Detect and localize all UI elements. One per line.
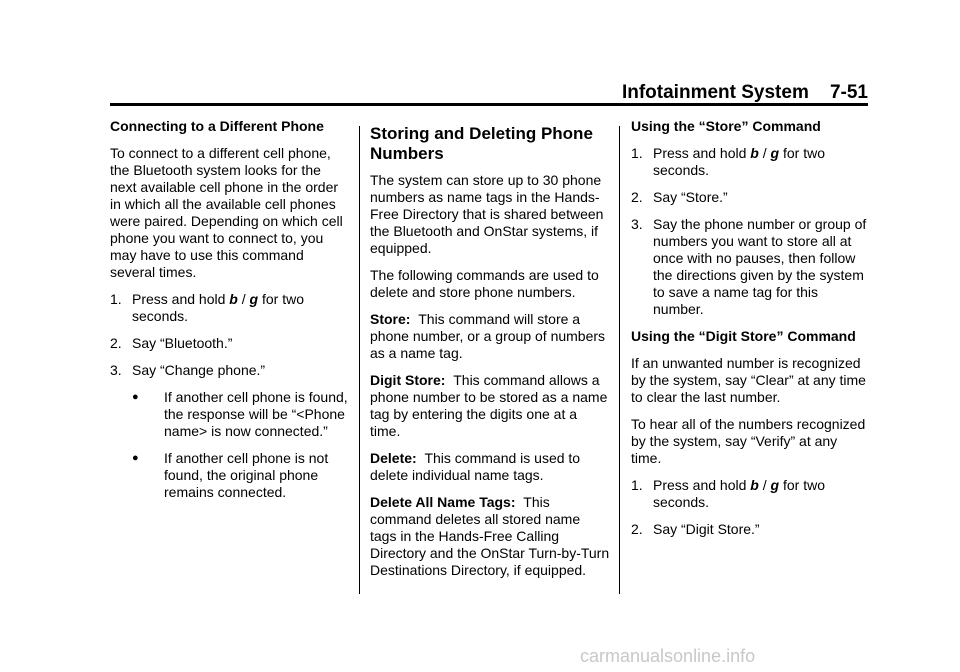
command-description: This command allows a phone number to be stored as a name tag by entering the digits one at a time. [370, 372, 608, 439]
bullet-item [110, 389, 350, 440]
command-term: Delete: [370, 450, 417, 466]
step-number: 2. [631, 189, 643, 205]
step-text: Say the phone number or group of numbers you want to store all at once with no pauses, then follow the directions given by the system to save a name tag for this number. [653, 216, 867, 317]
step-text-part: Press and hold [653, 477, 751, 493]
step-text: Say “Store.” [653, 189, 728, 205]
step-number: 2. [110, 335, 122, 351]
page-title [622, 82, 868, 104]
command-description: This command is used to delete individual name tags. [370, 450, 581, 483]
section-heading: Storing and Deleting Phone Numbers [370, 124, 593, 163]
header-rule [110, 103, 868, 106]
step-item [110, 362, 350, 379]
step-text: Say “Change phone.” [132, 362, 266, 378]
step-text-part: Press and hold [132, 291, 230, 307]
bullet-icon: ● [132, 391, 139, 403]
command-term: Delete All Name Tags: [370, 494, 516, 510]
section-title: Infotainment System [621, 82, 809, 103]
step-item [631, 477, 871, 511]
step-item [631, 521, 871, 538]
section-heading: Using the “Digit Store” Command [631, 328, 856, 344]
step-number: 3. [110, 362, 122, 378]
step-number: 1. [110, 291, 122, 307]
column-3 [631, 118, 871, 548]
step-text [653, 477, 871, 511]
command-term: Store: [370, 311, 411, 327]
watermark: carmanualsonline.info [580, 646, 756, 666]
step-text: Say “Bluetooth.” [132, 335, 233, 351]
bullet-icon: ● [132, 452, 139, 464]
step-item [110, 335, 350, 352]
phone-icon: g [249, 291, 259, 307]
bullet-item [110, 450, 350, 501]
step-text-part: for two seconds. [653, 477, 825, 510]
push-to-talk-icon: b [229, 291, 238, 307]
paragraph: The following commands are used to delete and store phone numbers. [370, 267, 599, 300]
step-text-part: Press and hold [653, 145, 751, 161]
step-text [132, 291, 350, 325]
step-separator: / [758, 477, 771, 493]
push-to-talk-icon: b [750, 145, 759, 161]
step-number: 3. [631, 216, 643, 232]
page-number: 7-51 [829, 82, 868, 103]
command-description: This command deletes all stored name tags in the Hands-Free Calling Directory and the OnStar Turn-by-Turn Destinations Directory, if equipped. [370, 494, 610, 578]
paragraph: The system can store up to 30 phone numbers as name tags in the Hands-Free Directory that is shared between the Bluetooth and OnStar systems, if equipped. [370, 172, 604, 256]
step-separator: / [758, 145, 771, 161]
step-item [631, 216, 871, 318]
step-number: 2. [631, 521, 643, 537]
command-definition [370, 450, 610, 484]
step-text [653, 145, 871, 179]
bullet-text: If another cell phone is found, the response will be “<Phone name> is now connected.” [164, 389, 348, 439]
step-item [631, 189, 871, 206]
section-heading: Using the “Store” Command [631, 118, 821, 134]
bullet-text: If another cell phone is not found, the original phone remains connected. [164, 450, 329, 500]
step-text-part: for two seconds. [653, 145, 825, 178]
column-2 [370, 118, 610, 589]
paragraph: To connect to a different cell phone, the Bluetooth system looks for the next available cell phone in the order in which all the available cell phones were paired. Depending on which cell phone you want to connect to, you may have to use this command several times. [110, 145, 343, 280]
command-definition [370, 311, 610, 362]
column-1 [110, 118, 350, 511]
column-divider-2 [619, 126, 620, 594]
push-to-talk-icon: b [750, 477, 759, 493]
paragraph: If an unwanted number is recognized by the system, say “Clear” at any time to clear the last number. [631, 355, 866, 405]
command-term: Digit Store: [370, 372, 446, 388]
step-item [110, 291, 350, 325]
command-definition [370, 494, 610, 579]
step-text-part: for two seconds. [132, 291, 304, 324]
command-description: This command will store a phone number, or a group of numbers as a name tag. [370, 311, 606, 361]
paragraph: To hear all of the numbers recognized by the system, say “Verify” at any time. [631, 416, 866, 466]
command-definition [370, 372, 610, 440]
column-divider-1 [359, 126, 360, 594]
step-text: Say “Digit Store.” [653, 521, 760, 537]
step-separator: / [237, 291, 250, 307]
step-number: 1. [631, 477, 643, 493]
step-number: 1. [631, 145, 643, 161]
section-heading: Connecting to a Different Phone [110, 118, 324, 134]
step-item [631, 145, 871, 179]
page-header [110, 82, 868, 106]
phone-icon: g [770, 145, 780, 161]
phone-icon: g [770, 477, 780, 493]
